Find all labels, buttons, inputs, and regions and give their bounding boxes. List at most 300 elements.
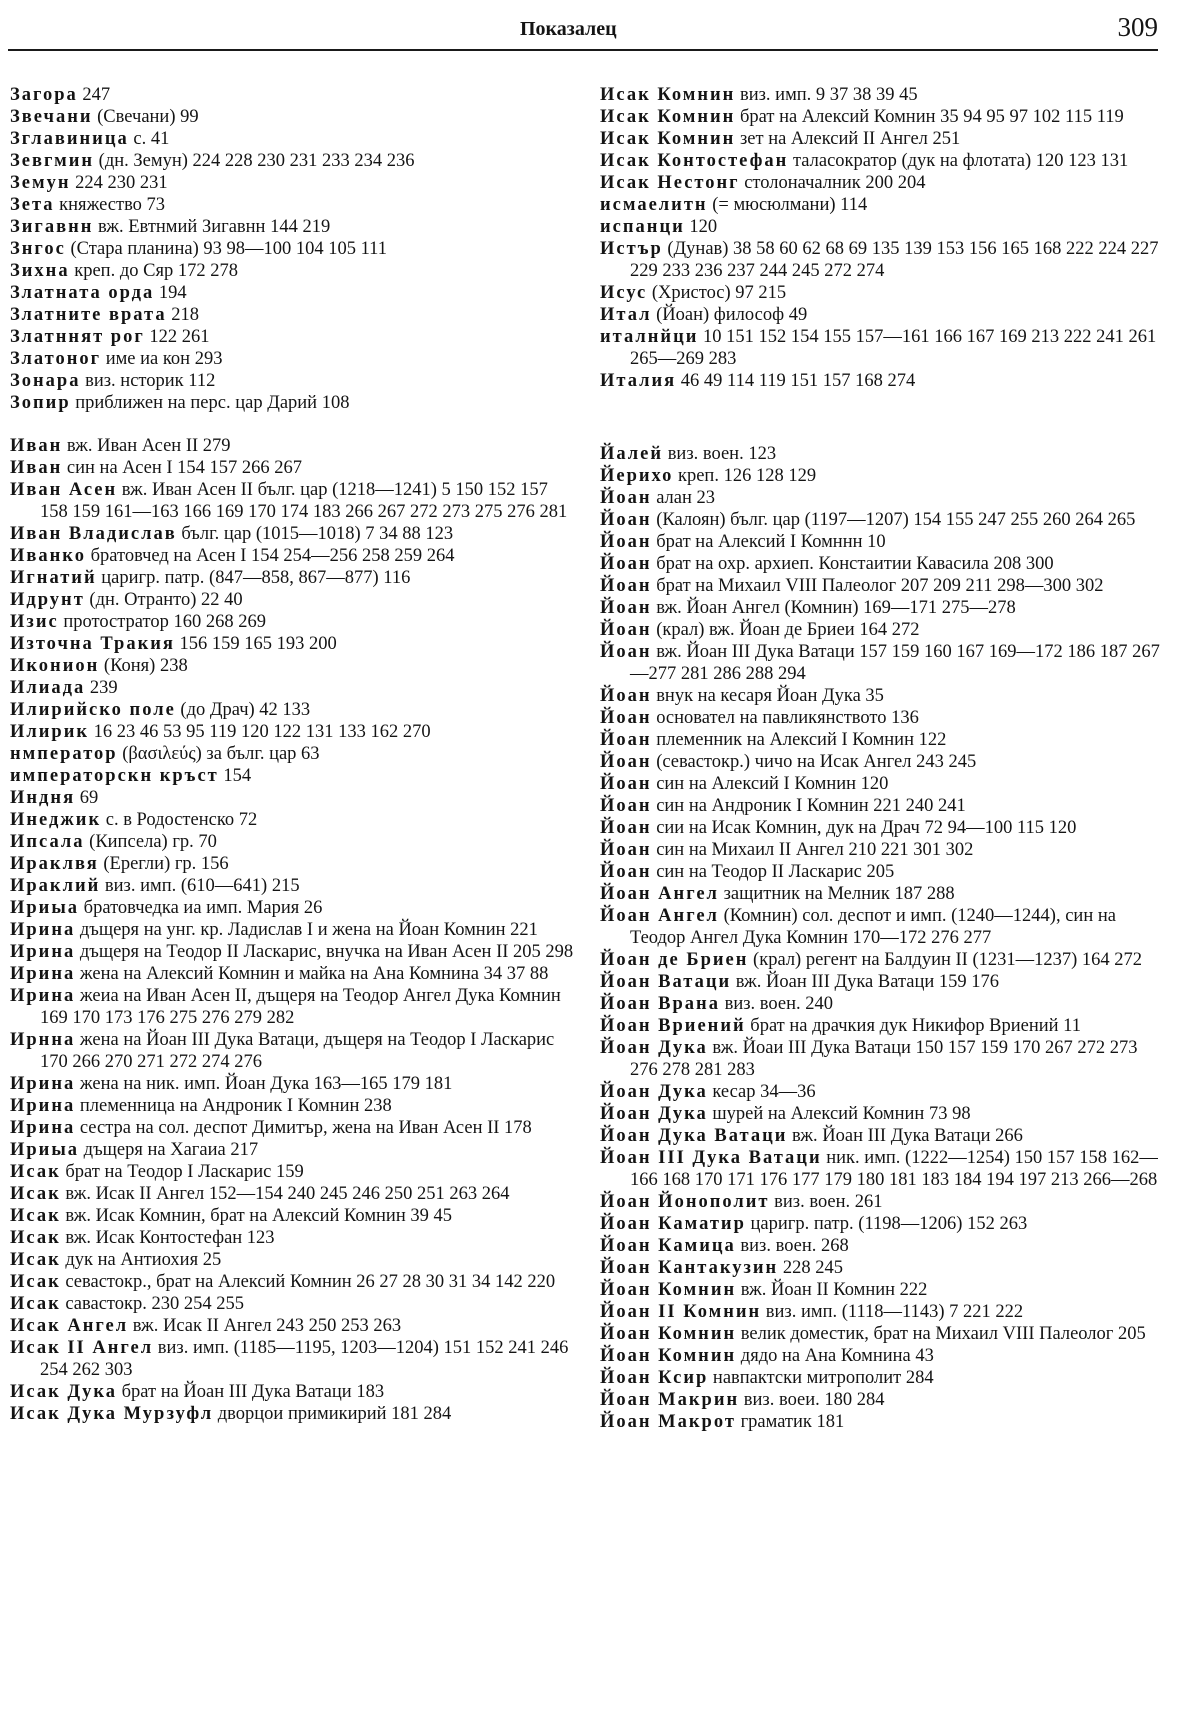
index-entry (600, 1103, 1160, 1125)
index-entry (600, 993, 1160, 1015)
index-entry-headword: Йоан Дука (600, 1082, 708, 1102)
index-entry-headword: Йоан III Дука Ватаци (600, 1148, 822, 1168)
index-entry-headword: Зглавиница (10, 129, 129, 149)
index-entry-references: дъщеря на унг. кр. Ладислав I и жена на Йоан Комнин 221 (79, 920, 538, 940)
index-entry-headword: Златоног (10, 349, 102, 369)
index-entry-headword: Йоан (600, 752, 652, 772)
index-entry-headword: Исак Контостефан (600, 151, 789, 171)
index-entry (600, 84, 1160, 106)
index-entry (10, 1337, 578, 1381)
index-entry (10, 216, 578, 238)
index-entry-references: (дн. Отранто) 22 40 (89, 590, 243, 610)
index-entry (10, 1271, 578, 1293)
index-entry-headword: Йоан Комнин (600, 1346, 737, 1366)
index-entry-headword: Йоан Макрот (600, 1412, 736, 1432)
index-entry-headword: Итал (600, 305, 652, 325)
index-entry (600, 1367, 1160, 1389)
index-entry-references: брат на драчкия дук Никифор Вриений 11 (750, 1016, 1081, 1036)
index-entry-references: бълг. цар (1015—1018) 7 34 88 123 (181, 524, 454, 544)
index-entry (10, 1117, 578, 1139)
index-entry (600, 1323, 1160, 1345)
index-entry-headword: Йоан (600, 708, 652, 728)
index-entry-references: шурей на Алексий Комнин 73 98 (712, 1104, 971, 1124)
index-entry (600, 509, 1160, 531)
index-entry-references: виз. воен. 240 (724, 994, 833, 1014)
index-entry-references: таласократор (дук на флотата) 120 123 131 (792, 151, 1129, 171)
index-entry-references: брат на Алексий Комнин 35 94 95 97 102 115 119 (739, 107, 1124, 127)
index-entry (600, 751, 1160, 773)
index-entry (10, 370, 578, 392)
index-entry (10, 567, 578, 589)
index-entry-references: (Ерегли) гр. 156 (103, 854, 229, 874)
index-entry-references: столоначалник 200 204 (744, 173, 926, 193)
index-entry-references: (до Драч) 42 133 (180, 700, 311, 720)
index-entry-references: племенница на Андроник I Комнин 238 (79, 1096, 392, 1116)
index-entry-headword: Йоан (600, 796, 652, 816)
index-entry-headword: Зопир (10, 393, 71, 413)
index-entry-headword: Йоан (600, 532, 652, 552)
index-entry-references: креп. до Сяр 172 278 (74, 261, 238, 281)
index-entry-headword: Загора (10, 85, 78, 105)
index-entry-headword: Ирина (10, 964, 76, 984)
index-entry-headword: Ираклвя (10, 854, 99, 874)
index-entry-references: (крал) регент на Балдуин II (1231—1237) 164 272 (753, 950, 1143, 970)
page-number: 309 (1117, 12, 1158, 42)
index-entry-references: виз. воен. 123 (667, 444, 777, 464)
index-entry (600, 861, 1160, 883)
index-entry-headword: Йоан (600, 774, 652, 794)
index-entry-references: жена на ник. имп. Йоан Дука 163—165 179 181 (79, 1074, 453, 1094)
index-entry (10, 479, 578, 523)
index-entry-references: брат на Йоан III Дука Ватаци 183 (121, 1382, 385, 1402)
index-entry-references: креп. 126 128 129 (677, 466, 817, 486)
index-entry-headword: Йоан Ангел (600, 884, 719, 904)
index-entry (10, 941, 578, 963)
index-entry-headword: Исак Комнин (600, 107, 736, 127)
index-entry-references: виз. воен. 268 (740, 1236, 849, 1256)
index-entry (10, 348, 578, 370)
index-entry (10, 655, 578, 677)
index-entry-references: сии на Исак Комнин, дук на Драч 72 94—100 115 120 (656, 818, 1077, 838)
index-entry-headword: Йоан (600, 598, 652, 618)
index-entry (10, 589, 578, 611)
index-entry (10, 1293, 578, 1315)
index-entry-headword: Ирина (10, 986, 76, 1006)
index-entry-references: братовчед на Асен I 154 254—256 258 259 264 (90, 546, 455, 566)
index-entry (600, 304, 1160, 326)
index-entry-headword: Йоан (600, 576, 652, 596)
index-entry-headword: Исак Комнин (600, 85, 736, 105)
index-entry-headword: Йоан (600, 862, 652, 882)
index-entry-headword: Йоан Врана (600, 994, 720, 1014)
index-entry (600, 685, 1160, 707)
index-entry-headword: Ираклий (10, 876, 101, 896)
index-entry (10, 128, 578, 150)
index-entry-references: (Христос) 97 215 (651, 283, 787, 303)
index-entry-headword: Йоан Комнин (600, 1324, 737, 1344)
index-entry-references: 218 (171, 305, 199, 325)
index-entry (600, 619, 1160, 641)
index-entry-headword: Йоан II Комнин (600, 1302, 762, 1322)
index-entry (10, 787, 578, 809)
letter-section-gap (600, 392, 1160, 443)
index-entry-references: навпактски митрополит 284 (712, 1368, 934, 1388)
index-entry-references: вж. Йоан III Дука Ватаци 159 176 (735, 972, 1000, 992)
index-entry-headword: Йоан (600, 554, 652, 574)
index-entry (10, 457, 578, 479)
index-entry-references: 239 (89, 678, 118, 698)
index-entry-references: вж. Иван Асен II бълг. цар (1218—1241) 5 150 152 157 158 159 161—163 166 169 170 174 183 266 267 272 273 275 276 281 (40, 480, 568, 522)
index-entry-headword: Исак Дука (10, 1382, 117, 1402)
index-entry-headword: Йоан (600, 510, 652, 530)
index-entry-headword: Иванко (10, 546, 86, 566)
index-entry-references: с. 41 (133, 129, 170, 149)
index-entry-headword: Ипсала (10, 832, 85, 852)
index-entry (600, 531, 1160, 553)
index-entry-references: 120 (689, 217, 718, 237)
index-entry-headword: Йоан де Бриен (600, 950, 749, 970)
index-entry-references: кесар 34—36 (712, 1082, 816, 1102)
index-entry-headword: Исак Комнин (600, 129, 736, 149)
index-entry-references: вж. Йоаи III Дука Ватаци 150 157 159 170 267 272 273 276 278 281 283 (630, 1038, 1138, 1080)
index-entry (10, 1403, 578, 1425)
index-entry-references: дядо на Ана Комнина 43 (740, 1346, 934, 1366)
index-entry (10, 326, 578, 348)
index-entry-references: защитник на Мелник 187 288 (723, 884, 955, 904)
index-entry-references: брат на Теодор I Ласкарис 159 (65, 1162, 304, 1182)
index-entry-headword: Йоан Макрин (600, 1390, 740, 1410)
index-entry-references: жена на Йоан III Дука Ватаци, дъщеря на Теодор I Ласкарис 170 266 270 271 272 274 276 (40, 1030, 555, 1072)
index-entry-references: (= мюсюлмани) 114 (712, 195, 868, 215)
index-entry-headword: Знгос (10, 239, 66, 259)
index-entry (10, 84, 578, 106)
index-entry-headword: испанци (600, 217, 685, 237)
index-entry-headword: Исак (10, 1206, 61, 1226)
index-entry-headword: Изис (10, 612, 59, 632)
index-entry (10, 1315, 578, 1337)
index-entry-headword: Исак (10, 1184, 61, 1204)
index-entry-headword: Исус (600, 283, 648, 303)
index-entry-references: граматик 181 (740, 1412, 845, 1432)
index-entry (600, 1345, 1160, 1367)
index-entry (600, 487, 1160, 509)
index-entry-references: царигр. патр. (847—858, 867—877) 116 (101, 568, 411, 588)
index-entry (600, 553, 1160, 575)
index-entry (600, 465, 1160, 487)
index-entry (600, 1147, 1160, 1191)
index-entry-headword: Иван (10, 436, 63, 456)
index-entry-references: вж. Исак II Ангел 152—154 240 245 246 250 251 263 264 (65, 1184, 510, 1204)
index-entry-references: дъщеря на Хагаиа 217 (83, 1140, 259, 1160)
index-entry-references: брат на Алексий I Комннн 10 (656, 532, 886, 552)
index-entry (10, 304, 578, 326)
index-entry (10, 699, 578, 721)
index-entry (10, 765, 578, 787)
index-entry-headword: Италия (600, 371, 677, 391)
index-entry-headword: Исак II Ангел (10, 1338, 154, 1358)
index-entry (600, 707, 1160, 729)
index-entry-references: син на Алексий I Комнин 120 (656, 774, 889, 794)
index-entry-references: основател на павликянството 136 (656, 708, 919, 728)
index-entry-headword: Йерихо (600, 466, 674, 486)
index-entry-headword: Йоан (600, 686, 652, 706)
index-entry-headword: нмператор (10, 744, 118, 764)
index-entry-references: вж. Исак II Ангел 243 250 253 263 (132, 1316, 402, 1336)
index-entry-references: дъщеря на Теодор II Ласкарис, внучка на Иван Асен II 205 298 (79, 942, 574, 962)
index-entry-headword: Исак (10, 1162, 61, 1182)
index-entry (10, 985, 578, 1029)
index-entry (600, 839, 1160, 861)
index-entry-headword: Зевгмин (10, 151, 95, 171)
index-entry (10, 1249, 578, 1271)
index-entry (10, 260, 578, 282)
index-entry-references: виз. воен. 261 (774, 1192, 883, 1212)
index-entry-headword: Исак Ангел (10, 1316, 129, 1336)
index-entry-headword: Йоан Кантакузин (600, 1258, 779, 1278)
index-entry (600, 971, 1160, 993)
header-rule (8, 49, 1158, 51)
index-entry-references: вж. Исак Контостефан 123 (65, 1228, 275, 1248)
index-entry-references: виз. имп. 9 37 38 39 45 (739, 85, 918, 105)
index-entry-references: (Йоан) философ 49 (656, 305, 808, 325)
index-entry-headword: Ириыа (10, 1140, 80, 1160)
index-entry (600, 128, 1160, 150)
index-entry-headword: Иван Асен (10, 480, 118, 500)
index-entry-references: (Коня) 238 (103, 656, 188, 676)
index-entry-headword: италнйци (600, 327, 699, 347)
index-entry-headword: Иконион (10, 656, 100, 676)
index-entry-references: (Свечани) 99 (97, 107, 199, 127)
index-entry (600, 729, 1160, 751)
index-entry-headword: Зихна (10, 261, 70, 281)
index-entry-references: 10 151 152 154 155 157—161 166 167 169 213 222 241 261 265—269 283 (630, 327, 1157, 369)
index-entry (600, 1213, 1160, 1235)
index-entry-headword: Илирик (10, 722, 90, 742)
index-entry-headword: Ирина (10, 920, 76, 940)
index-entry-references: княжество 73 (59, 195, 166, 215)
index-entry (10, 172, 578, 194)
page-header (0, 0, 1200, 52)
index-entry-headword: Ирина (10, 1074, 76, 1094)
index-entry (600, 575, 1160, 597)
index-entry (600, 1125, 1160, 1147)
index-entry-references: 122 261 (149, 327, 210, 347)
index-entry (10, 1095, 578, 1117)
index-entry (10, 633, 578, 655)
index-entry (10, 1227, 578, 1249)
index-entry-references: виз. имп. (610—641) 215 (104, 876, 300, 896)
index-entry-headword: Йоан Каматир (600, 1214, 746, 1234)
index-entry (600, 1037, 1160, 1081)
index-entry-headword: Иван (10, 458, 63, 478)
index-entry (10, 282, 578, 304)
index-entry (600, 326, 1160, 370)
index-entry-references: жеиа на Иван Асен II, дъщеря на Теодор Ангел Дука Комнин 169 170 173 176 275 276 279 282 (40, 986, 561, 1028)
index-entry-headword: Звечани (10, 107, 93, 127)
index-entry (600, 1257, 1160, 1279)
index-entry-headword: Индня (10, 788, 76, 808)
index-entry (10, 1073, 578, 1095)
index-entry-references: име иа кон 293 (105, 349, 223, 369)
index-entry-references: братовчедка иа имп. Мария 26 (83, 898, 323, 918)
index-entry (10, 106, 578, 128)
index-entry (600, 370, 1160, 392)
index-entry-headword: Исак Нестонг (600, 173, 740, 193)
index-entry (600, 106, 1160, 128)
index-entry (10, 831, 578, 853)
index-entry (10, 1381, 578, 1403)
index-entry-headword: Източна Тракия (10, 634, 175, 654)
index-entry (600, 1015, 1160, 1037)
index-entry-references: (Дунав) 38 58 60 62 68 69 135 139 153 156 165 168 222 224 227 229 233 236 237 244 245 272 274 (630, 239, 1159, 281)
index-entry (10, 853, 578, 875)
index-entry-headword: Земун (10, 173, 71, 193)
index-entry (600, 949, 1160, 971)
index-entry (600, 1411, 1160, 1433)
index-entry-references: царигр. патр. (1198—1206) 152 263 (750, 1214, 1028, 1234)
index-entry (600, 282, 1160, 304)
index-entry-references: (βασιλεύς) за бълг. цар 63 (122, 744, 320, 764)
index-entry (600, 1389, 1160, 1411)
index-entry (600, 172, 1160, 194)
index-entry (10, 1183, 578, 1205)
index-entry-headword: Йоан (600, 818, 652, 838)
index-entry-headword: Зета (10, 195, 55, 215)
index-entry (10, 545, 578, 567)
index-entry (10, 919, 578, 941)
index-entry-headword: Инеджик (10, 810, 102, 830)
index-entry-references: севастокр., брат на Алексий Комнин 26 27 28 30 31 34 142 220 (65, 1272, 556, 1292)
index-entry (600, 216, 1160, 238)
index-entry-headword: Златннят рог (10, 327, 145, 347)
index-entry (600, 817, 1160, 839)
index-entry (10, 1205, 578, 1227)
index-entry-references: (севастокр.) чичо на Исак Ангел 243 245 (656, 752, 977, 772)
index-entry-headword: Ирина (10, 1118, 76, 1138)
index-entry-references: брат на охр. архиеп. Констаитии Кавасила 208 300 (656, 554, 1054, 574)
index-entry-references: (Комнин) сол. деспот и имп. (1240—1244), син на Теодор Ангел Дука Комнин 170—172 276 277 (630, 906, 1116, 948)
index-entry (10, 1161, 578, 1183)
index-entry-references: вж. Иван Асен II 279 (66, 436, 231, 456)
index-entry (600, 1235, 1160, 1257)
index-entry (10, 809, 578, 831)
index-entry-references: жена на Алексий Комнин и майка на Ана Комнина 34 37 88 (79, 964, 549, 984)
index-entry-headword: Исак (10, 1250, 61, 1270)
running-title: Показалец (520, 18, 617, 40)
index-entry-headword: Йоан Ватаци (600, 972, 732, 992)
index-entry (600, 150, 1160, 172)
index-entry-headword: Йоан (600, 840, 652, 860)
index-entry-references: дук на Антиохия 25 (65, 1250, 222, 1270)
index-entry-headword: исмаелитн (600, 195, 708, 215)
index-entry-headword: Исак (10, 1294, 61, 1314)
index-entry (10, 1029, 578, 1073)
index-entry-references: виз. имп. (1118—1143) 7 221 222 (765, 1302, 1024, 1322)
index-entry (600, 238, 1160, 282)
index-entry-references: син на Теодор II Ласкарис 205 (656, 862, 895, 882)
index-entry-references: велик доместик, брат на Михаил VIII Палеолог 205 (740, 1324, 1146, 1344)
index-entry-headword: Йоан Комнин (600, 1280, 737, 1300)
index-entry-references: 194 (158, 283, 187, 303)
index-entry (600, 883, 1160, 905)
index-entry-references: (дн. Земун) 224 228 230 231 233 234 236 (98, 151, 415, 171)
index-entry-headword: Зонара (10, 371, 81, 391)
index-entry (10, 238, 578, 260)
index-entry-references: вж. Йоан III Дука Ватаци 266 (792, 1126, 1023, 1146)
index-entry-references: 247 (82, 85, 111, 105)
index-entry-headword: Исак (10, 1272, 61, 1292)
index-entry-headword: Златната орда (10, 283, 155, 303)
index-entry (600, 773, 1160, 795)
index-entry-headword: Илиада (10, 678, 86, 698)
index-entry-headword: Йоан Дука (600, 1104, 708, 1124)
index-entry-references: 16 23 46 53 95 119 120 122 131 133 162 270 (93, 722, 431, 742)
index-entry (600, 597, 1160, 619)
index-entry-headword: Зигавнн (10, 217, 94, 237)
index-column-left (10, 84, 578, 1425)
index-entry-headword: Йоан Камица (600, 1236, 736, 1256)
index-entry-references: вж. Йоан II Комнин 222 (740, 1280, 928, 1300)
index-entry-references: 228 245 (782, 1258, 843, 1278)
index-entry-references: 46 49 114 119 151 157 168 274 (680, 371, 916, 391)
index-entry-references: (крал) вж. Йоан де Бриеи 164 272 (656, 620, 920, 640)
index-entry (10, 897, 578, 919)
index-entry-references: (Стара планина) 93 98—100 104 105 111 (70, 239, 387, 259)
index-entry-references: брат на Михаил VIII Палеолог 207 209 211 298—300 302 (656, 576, 1104, 596)
index-entry-references: савастокр. 230 254 255 (65, 1294, 245, 1314)
index-entry (600, 194, 1160, 216)
index-entry-references: син на Андроник I Комнин 221 240 241 (656, 796, 966, 816)
index-entry-headword: Йоан (600, 730, 652, 750)
index-entry-references: вж. Евтнмий Зигавнн 144 219 (98, 217, 331, 237)
index-entry-headword: Идрунт (10, 590, 85, 610)
index-entry (10, 611, 578, 633)
index-entry (600, 1301, 1160, 1323)
index-entry (10, 743, 578, 765)
index-entry (600, 641, 1160, 685)
index-entry-references: 224 230 231 (75, 173, 168, 193)
index-entry-headword: Йоан (600, 488, 652, 508)
index-entry-references: 154 (223, 766, 252, 786)
index-entry (10, 435, 578, 457)
index-entry (10, 963, 578, 985)
index-entry-headword: Йоан (600, 620, 652, 640)
index-entry-headword: Ирина (10, 942, 76, 962)
index-column-right (600, 84, 1160, 1433)
index-entry-references: син на Михаил II Ангел 210 221 301 302 (656, 840, 974, 860)
index-entry-references: виз. имп. (1185—1195, 1203—1204) 151 152 241 246 254 262 303 (40, 1338, 569, 1380)
index-entry (600, 1191, 1160, 1213)
index-entry-headword: Йоан Ангел (600, 906, 719, 926)
index-entry-references: племенник на Алексий I Комнин 122 (656, 730, 947, 750)
index-entry (10, 1139, 578, 1161)
index-entry-references: зет на Алексий II Ангел 251 (739, 129, 961, 149)
index-entry-references: алан 23 (656, 488, 716, 508)
letter-section-gap (10, 414, 578, 435)
index-entry-headword: императорскн кръст (10, 766, 219, 786)
index-entry-references: син на Асен I 154 157 266 267 (66, 458, 303, 478)
index-entry (600, 443, 1160, 465)
index-entry-references: вж. Йоан Ангел (Комнин) 169—171 275—278 (656, 598, 1016, 618)
index-entry-references: (Калоян) бълг. цар (1197—1207) 154 155 247 255 260 264 265 (656, 510, 1136, 530)
index-entry-headword: Истър (600, 239, 663, 259)
index-entry-references: виз. нсторик 112 (85, 371, 216, 391)
index-entry-headword: Йоан Дука Ватаци (600, 1126, 788, 1146)
index-entry-headword: Исак (10, 1228, 61, 1248)
index-entry-references: протостратор 160 268 269 (63, 612, 267, 632)
index-entry-headword: Йоан Дука (600, 1038, 708, 1058)
index-entry-headword: Йалей (600, 444, 664, 464)
